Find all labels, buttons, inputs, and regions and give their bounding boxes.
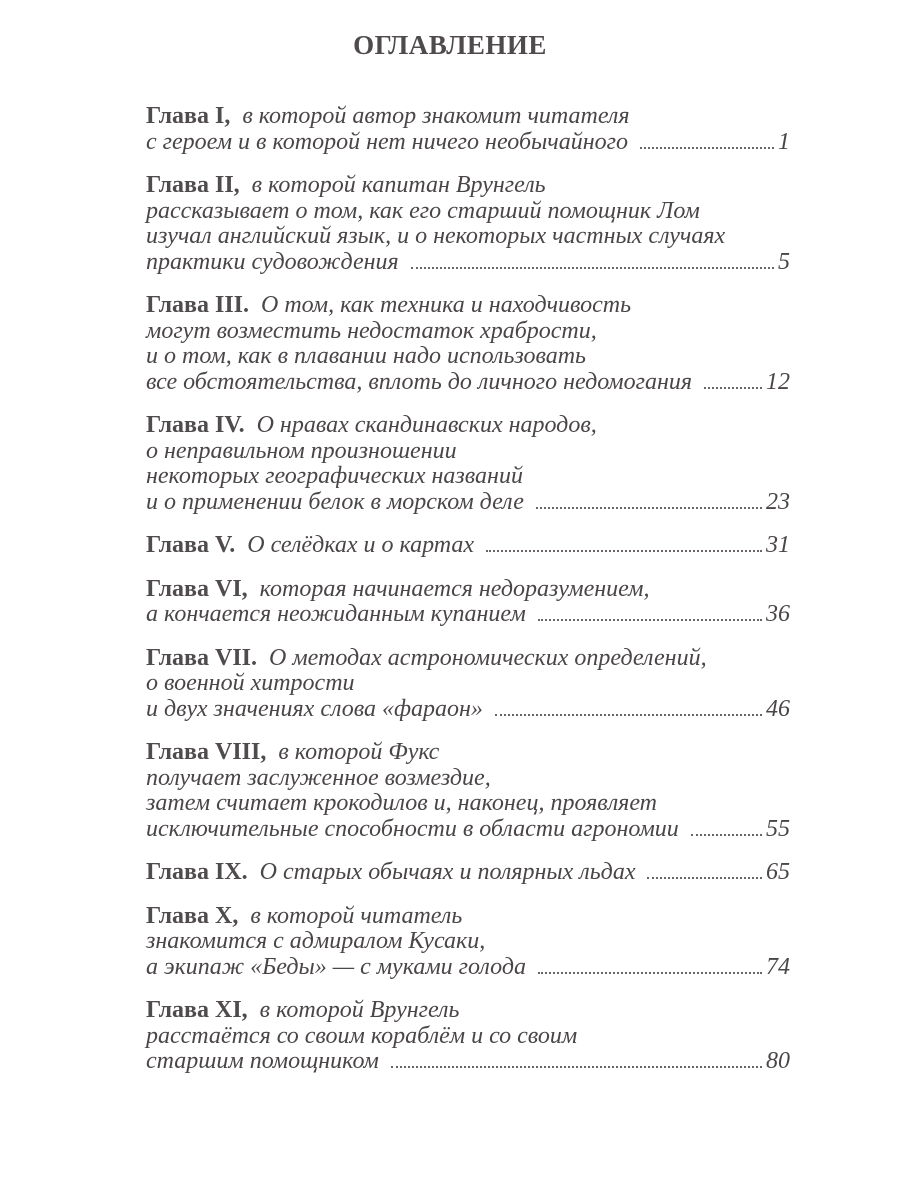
page-number[interactable]: 80 [766,1048,790,1074]
toc-entry[interactable] [146,740,790,842]
chapter-title-text: О том, как техника и находчивость [261,292,632,318]
chapter-last-line [146,602,790,628]
chapter-title-text: могут возместить недостаток храбрости, [146,317,597,344]
chapter-title-text: в которой автор знакомит читателя [242,103,630,129]
chapter-title-text: с героем и в которой нет ничего необычайного [146,128,629,155]
chapter-title-text: которая начинается недоразумением, [259,575,650,602]
chapter-last-line [146,370,790,396]
chapter-label: Глава III. [146,292,250,318]
chapter-last-line [146,955,790,981]
chapter-title-line [146,224,790,250]
chapter-title-line [146,104,790,130]
chapter-label: Глава V. [146,532,236,558]
dot-leader [691,833,762,836]
chapter-title-line [146,998,790,1024]
chapter-title-line [146,439,790,465]
chapter-title-line [146,344,790,370]
toc-entry[interactable] [146,104,790,155]
chapter-title-text: все обстоятельства, вплоть до личного недомогания [146,368,693,395]
toc-entry[interactable] [146,646,790,723]
chapter-title-text: расстаётся со своим кораблём и со своим [146,1022,578,1049]
chapter-title-line [146,199,790,225]
chapter-title-text: рассказывает о том, как его старший помощник Лом [146,197,700,224]
chapter-label: Глава VI, [146,575,248,602]
chapter-label: Глава VII. [146,644,257,671]
toc-entry[interactable] [146,293,790,395]
chapter-title-line [146,413,790,439]
chapter-title-text: а экипаж «Беды» — с муками голода [146,953,526,980]
chapter-title-text: в которой капитан Врунгель [251,172,546,198]
chapter-title-line [146,646,790,672]
chapter-title-text: О методах астрономических определений, [269,644,707,671]
toc-entry[interactable] [146,533,790,559]
chapter-title-text: некоторых географических названий [146,463,523,489]
chapter-title-line [146,671,790,697]
chapter-label: Глава VIII, [146,739,267,765]
chapter-title-text: старшим помощником [146,1048,379,1074]
chapter-last-line [146,250,790,276]
dot-leader [647,876,762,879]
chapter-label: Глава X, [146,902,239,929]
dot-leader [411,266,774,269]
chapter-last-line [146,533,790,559]
page-number[interactable]: 1 [778,128,790,155]
dot-leader [538,971,762,974]
chapter-label: Глава IX. [146,859,248,885]
chapter-title-text: О нравах скандинавских народов, [256,412,597,438]
toc-entry[interactable] [146,577,790,628]
chapter-label: Глава I, [146,103,231,129]
chapter-title-line [146,904,790,930]
chapter-title-line [146,293,790,319]
chapter-title-line [146,173,790,199]
page-number[interactable]: 65 [766,859,790,885]
chapter-title-text: о неправильном произношении [146,437,457,464]
page-number[interactable]: 46 [766,695,790,722]
dot-leader [538,618,762,621]
chapter-title-line [146,766,790,792]
page-number[interactable]: 31 [766,532,790,558]
chapter-title-text: исключительные способности в области агрономии [146,815,679,842]
chapter-last-line [146,130,790,156]
page-number[interactable]: 23 [766,488,790,515]
page-title: ОГЛАВЛЕНИЕ [353,30,547,60]
toc-entry[interactable] [146,860,790,886]
chapter-title-text: а кончается неожиданным купанием [146,601,526,627]
chapter-title-text: получает заслуженное возмездие, [146,764,491,791]
dot-leader [486,549,762,552]
dot-leader [536,506,762,509]
dot-leader [495,713,762,716]
chapter-title-text: знакомится с адмиралом Кусаки, [146,928,486,954]
chapter-title-line [146,1024,790,1050]
page-number[interactable]: 74 [766,953,790,980]
page-number[interactable]: 5 [778,248,790,275]
chapter-title-text: и о том, как в плавании надо использовать [146,343,586,369]
toc-entry[interactable] [146,998,790,1075]
chapter-title-line [146,464,790,490]
chapter-title-text: практики судовождения [146,248,399,275]
page-number[interactable]: 55 [766,815,790,842]
toc-entry[interactable] [146,413,790,515]
page-number[interactable]: 36 [766,601,790,627]
toc-entry[interactable] [146,173,790,275]
page-number[interactable]: 12 [766,368,790,395]
chapter-last-line [146,490,790,516]
chapter-label: Глава XI, [146,997,248,1023]
chapter-title-text: и о применении белок в морском деле [146,488,524,515]
chapter-last-line [146,817,790,843]
chapter-title-line [146,319,790,345]
chapter-label: Глава II, [146,172,240,198]
chapter-title-text: в которой Врунгель [259,997,460,1023]
chapter-label: Глава IV. [146,412,245,438]
dot-leader [640,146,774,149]
chapter-title-text: в которой Фукс [278,739,440,765]
chapter-title-text: затем считает крокодилов и, наконец, проявляет [146,790,658,816]
chapter-title-line [146,577,790,603]
chapter-title-line [146,740,790,766]
dot-leader [391,1065,762,1068]
dot-leader [704,386,762,389]
chapter-title-line [146,929,790,955]
table-of-contents [146,104,790,1075]
chapter-title-text: О старых обычаях и полярных льдах [259,859,636,885]
chapter-title-text: изучал английский язык, и о некоторых частных случаях [146,223,726,249]
chapter-last-line [146,697,790,723]
chapter-last-line [146,860,790,886]
chapter-title-line [146,791,790,817]
chapter-last-line [146,1049,790,1075]
chapter-title-text: в которой читатель [250,902,463,929]
chapter-title-text: и двух значениях слова «фараон» [146,695,483,722]
toc-entry[interactable] [146,904,790,981]
chapter-title-text: о военной хитрости [146,670,355,696]
chapter-title-text: О селёдках и о картах [247,532,475,558]
